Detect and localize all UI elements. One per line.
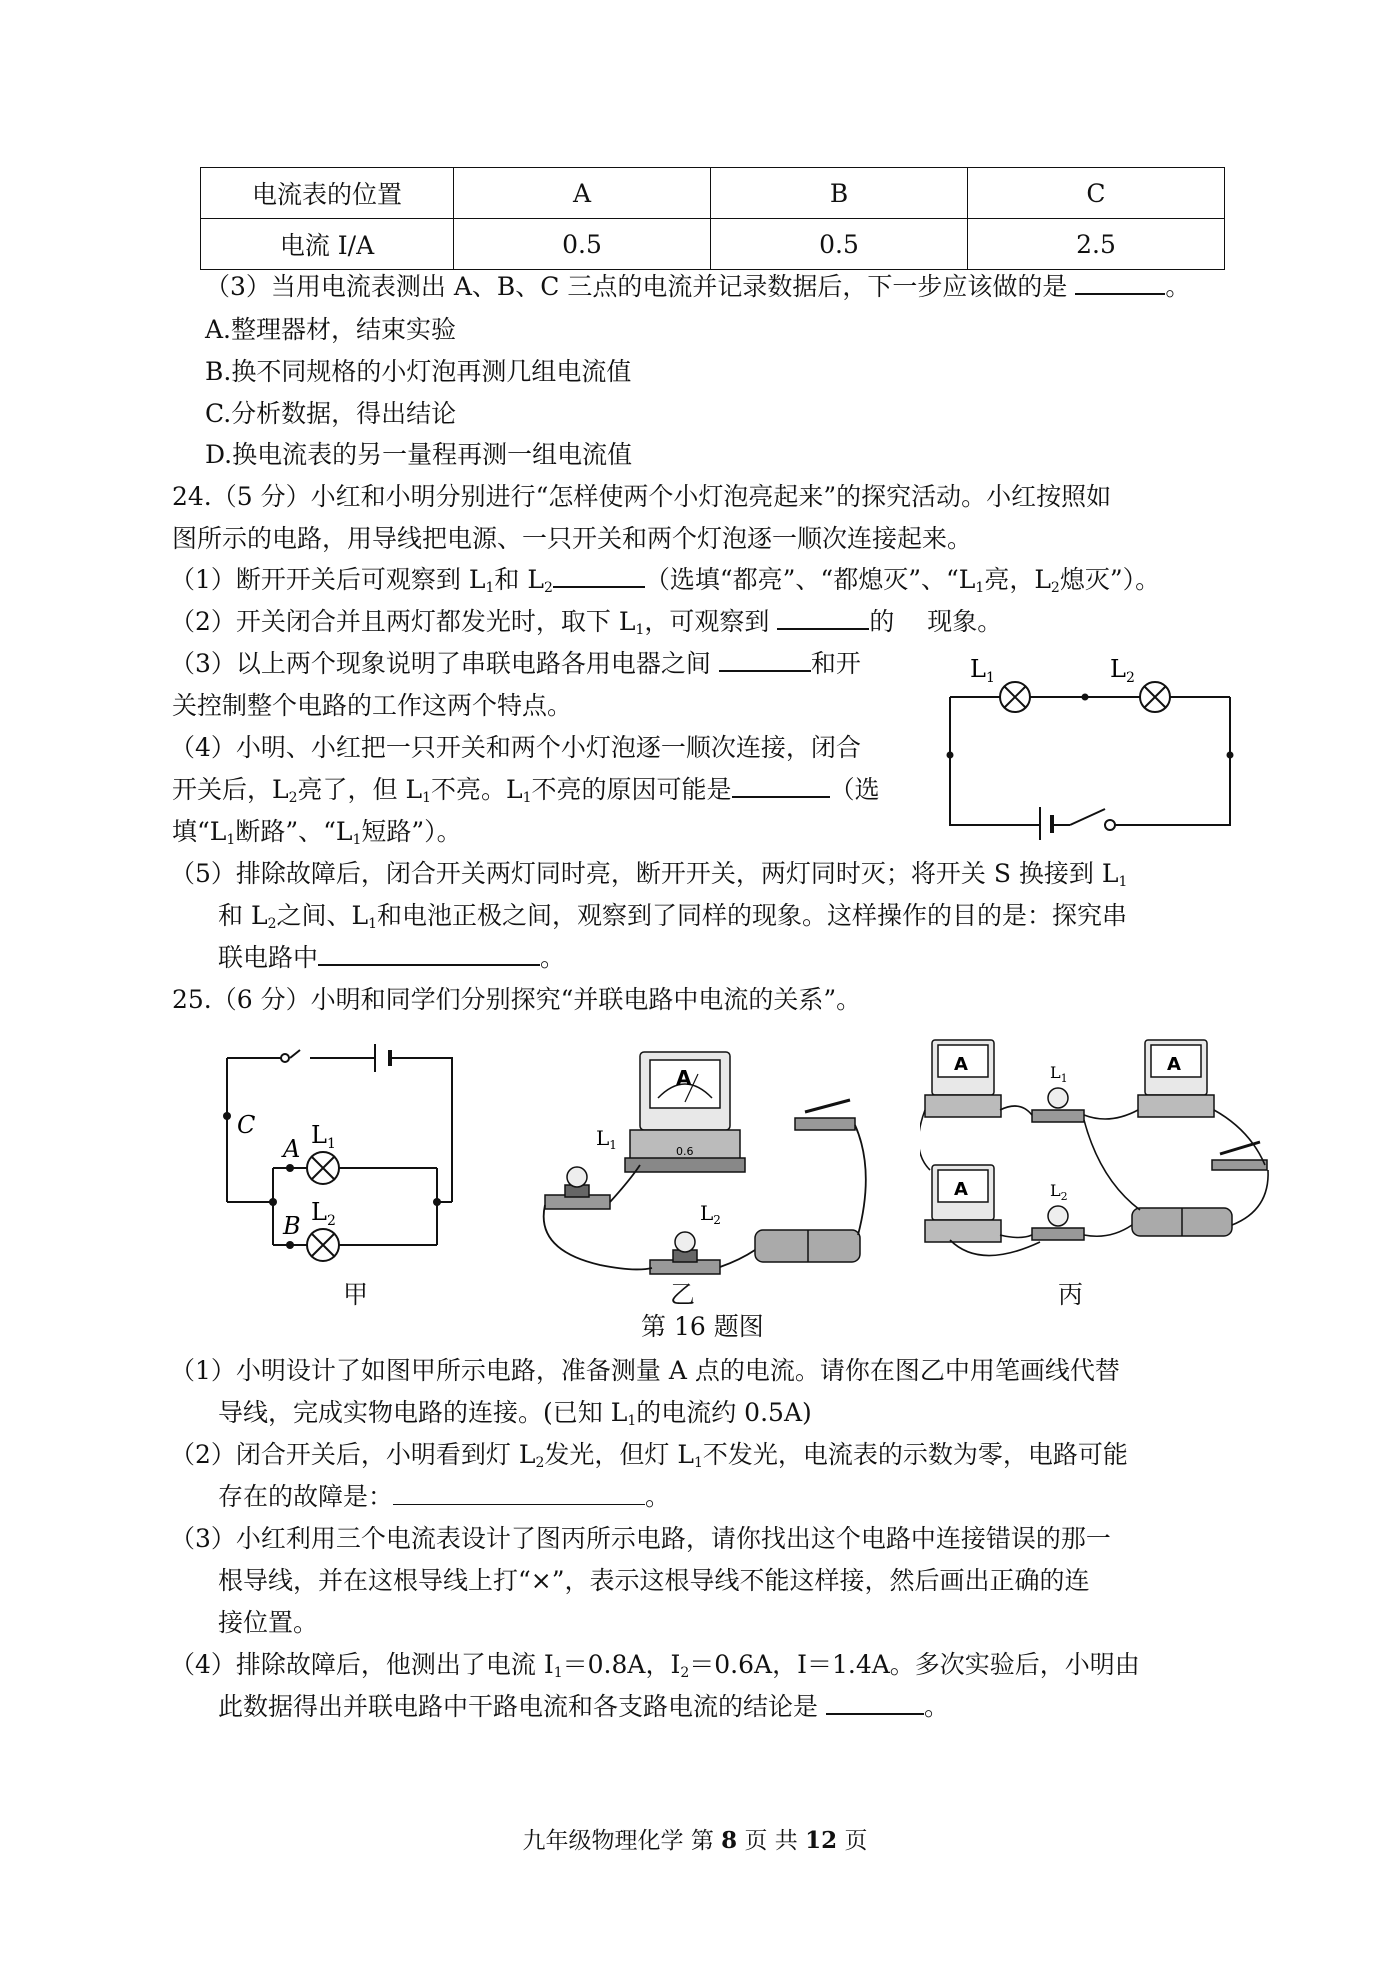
answer-blank[interactable]: [777, 606, 869, 630]
figure-jia-circuit: [215, 1040, 475, 1290]
page-number: 8: [721, 1827, 738, 1854]
lamp-label-l1: $L_1$: [1050, 1063, 1068, 1085]
q25-part-3-cont: 根导线，并在这根导线上打“×”，表示这根导线不能这样接，然后画出正确的连: [218, 1566, 1090, 1595]
q24-part-3-cont: 关控制整个电路的工作这两个特点。: [172, 691, 573, 720]
ammeter-a-label: A: [954, 1179, 968, 1200]
q24-intro-2: 图所示的电路，用导线把电源、一只开关和两个灯泡逐一顺次连接起来。: [172, 524, 973, 553]
page-total: 12: [805, 1827, 838, 1854]
lamp-label-l2: $L_2$: [311, 1198, 336, 1229]
figure-bing-apparatus: [920, 1030, 1280, 1275]
q25-part-1: （1）小明设计了如图甲所示电路，准备测量 A 点的电流。请你在图乙中用笔画线代替: [170, 1356, 1120, 1385]
q3-option-b: B.换不同规格的小灯泡再测几组电流值: [205, 357, 632, 386]
q25-intro: 25.（6 分）小明和同学们分别探究“并联电路中电流的关系”。: [172, 985, 862, 1014]
q3-stem-text: （3）当用电流表测出 A、B、C 三点的电流并记录数据后，下一步应该做的是: [205, 272, 1068, 301]
q24-part-5-end: 联电路中 。: [218, 943, 566, 972]
lamp-label-l2: $L_2$: [1050, 1181, 1068, 1203]
q3-option-a: A.整理器材，结束实验: [205, 315, 457, 344]
q24-part-5: （5）排除故障后，闭合开关两灯同时亮，断开开关，两灯同时灭；将开关 S 换接到 $L_1$: [170, 859, 1128, 890]
page-footer: 九年级物理化学 第 8 页 共 12 页: [522, 1827, 868, 1854]
ammeter-a-label: A: [954, 1054, 968, 1075]
answer-blank[interactable]: [719, 648, 811, 672]
q24-part-4-cont: 开关后，$L_2$亮了，但 $L_1$不亮。$L_1$不亮的原因可能是 （选: [172, 775, 880, 806]
q3-option-d: D.换电流表的另一量程再测一组电流值: [205, 440, 633, 469]
figure-yi-label: 乙: [670, 1280, 696, 1309]
q24-part-5-cont: 和 $L_2$之间、$L_1$和电池正极之间，观察到了同样的现象。这样操作的目的是：探究串: [218, 901, 1128, 932]
q25-part-4-cont: 此数据得出并联电路中干路电流和各支路电流的结论是 。: [218, 1692, 949, 1721]
q25-part-4: （4）排除故障后，他测出了电流 $I_1=0.8A$，$I_2=0.6A$，I＝1.4A。多次实验后，小明由: [170, 1650, 1140, 1681]
answer-blank[interactable]: [553, 564, 645, 588]
lamp-label-l2: $L_2$: [1110, 655, 1135, 686]
point-c-label: C: [237, 1111, 256, 1139]
ammeter-range-label: 0.6: [676, 1145, 694, 1158]
q24-intro-1: 24.（5 分）小红和小明分别进行“怎样使两个小灯泡亮起来”的探究活动。小红按照如: [172, 482, 1112, 511]
table-row: [201, 219, 1225, 270]
q24-part-2: （2）开关闭合并且两灯都发光时，取下 $L_1$，可观察到 的 现象。: [170, 607, 1003, 638]
figure-caption: 第 16 题图: [641, 1312, 764, 1341]
figure-bing-label: 丙: [1058, 1280, 1084, 1309]
q3-option-c: C.分析数据，得出结论: [205, 399, 457, 428]
answer-blank[interactable]: [318, 942, 540, 966]
q24-part-4-end: 填“$L_1$断路”、“$L_1$短路”）。: [172, 817, 462, 848]
table-cell: 电流 I/A: [201, 219, 454, 270]
lamp-label-l1: $L_1$: [596, 1126, 617, 1152]
table-cell: 0.5: [711, 219, 968, 270]
lamp-label-l2: $L_2$: [700, 1201, 721, 1227]
lamp-label-l1: $L_1$: [311, 1121, 336, 1152]
q24-part-1: （1）断开开关后可观察到 $L_1$和 $L_2$ （选填“都亮”、“都熄灭”、“$L_1$亮，$L_2$熄灭”）。: [170, 565, 1161, 596]
point-b-label: B: [283, 1212, 301, 1240]
q24-part-3: （3）以上两个现象说明了串联电路各用电器之间 和开: [170, 649, 861, 678]
table-cell: B: [711, 168, 968, 219]
q25-part-3: （3）小红利用三个电流表设计了图丙所示电路，请你找出这个电路中连接错误的那一: [170, 1524, 1111, 1553]
answer-blank[interactable]: [826, 1691, 924, 1715]
ammeter-a-label: A: [676, 1066, 692, 1090]
q25-part-2-cont: 存在的故障是： 。: [218, 1482, 671, 1511]
q25-part-2: （2）闭合开关后，小明看到灯 $L_2$发光，但灯 $L_1$不发光，电流表的示数为零，电路可能: [170, 1440, 1128, 1471]
answer-blank[interactable]: [393, 1480, 645, 1505]
lamp-label-l1: $L_1$: [970, 655, 995, 686]
table-cell: A: [454, 168, 711, 219]
answer-blank[interactable]: [732, 774, 830, 798]
series-circuit-figure: [940, 635, 1240, 840]
q3-stem: [205, 270, 1190, 304]
q3-stem-end: 。: [1165, 272, 1191, 301]
ammeter-a-label: A: [1167, 1054, 1181, 1075]
table-cell: 2.5: [968, 219, 1225, 270]
table-cell: 电流表的位置: [201, 168, 454, 219]
q25-part-1-cont: 导线，完成实物电路的连接。(已知 $L_1$的电流约 0.5A): [218, 1398, 812, 1429]
table-cell: C: [968, 168, 1225, 219]
table-cell: 0.5: [454, 219, 711, 270]
current-table: [200, 167, 1225, 270]
table-row: [201, 168, 1225, 219]
q24-part-4: （4）小明、小红把一只开关和两个小灯泡逐一顺次连接，闭合: [170, 733, 861, 762]
q25-part-3-end: 接位置。: [218, 1608, 319, 1637]
figure-yi-apparatus: [540, 1040, 880, 1280]
answer-blank[interactable]: [1075, 271, 1165, 295]
point-a-label: A: [283, 1135, 301, 1163]
figure-jia-label: 甲: [343, 1280, 369, 1309]
